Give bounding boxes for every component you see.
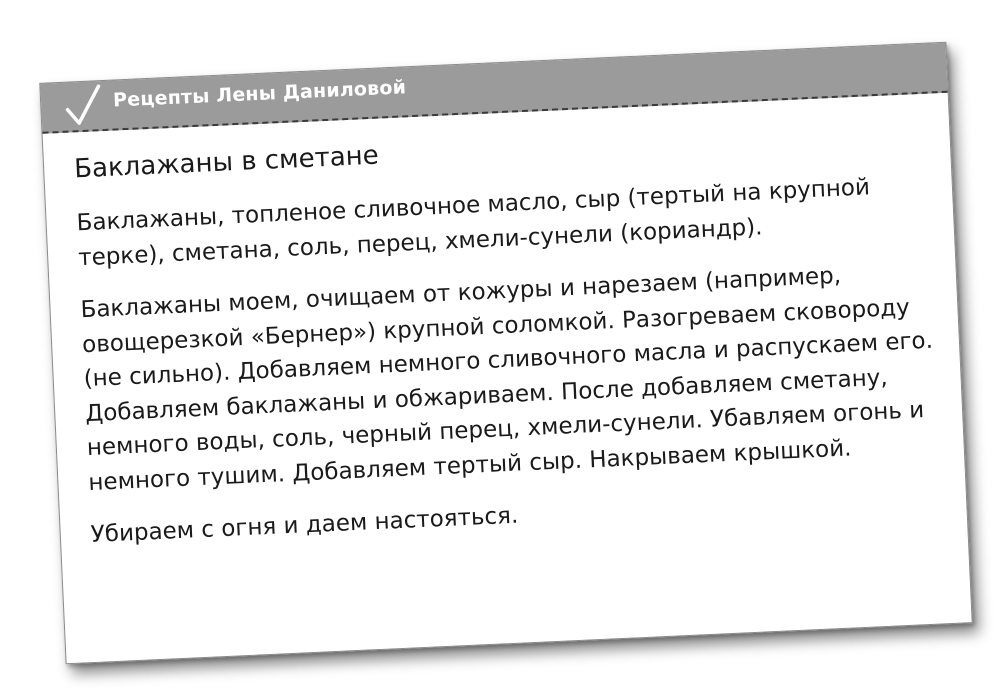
ingredients-paragraph: Баклажаны, топленое сливочное масло, сыр (тертый на крупной терке), сметана, соль, перец, хмели-сунели (кориандр). — [76, 174, 871, 271]
recipe-card — [39, 42, 972, 665]
recipe-title: Баклажаны в сметане — [73, 140, 380, 185]
card-content — [74, 116, 942, 571]
checkmark-icon — [62, 83, 104, 129]
finish-paragraph: Убираем с огня и даем настояться. — [90, 502, 519, 549]
header-title: Рецепты Лены Даниловой — [112, 76, 407, 112]
method-paragraph: Баклажаны моем, очищаем от кожуры и нарезаем (например, овощерезкой «Бернер») крупной соломкой. Разогреваем сковороду (не сильно). Добавляем немного сливочного масла и распускаем его. Добавляем баклажаны и обжариваем. После добавляем сметану, немного воды, соль, черный перец, хмели-сунели. Убавляем огонь и немного тушим. Добавляем тертый сыр. Накрываем крышкой. — [80, 262, 934, 496]
